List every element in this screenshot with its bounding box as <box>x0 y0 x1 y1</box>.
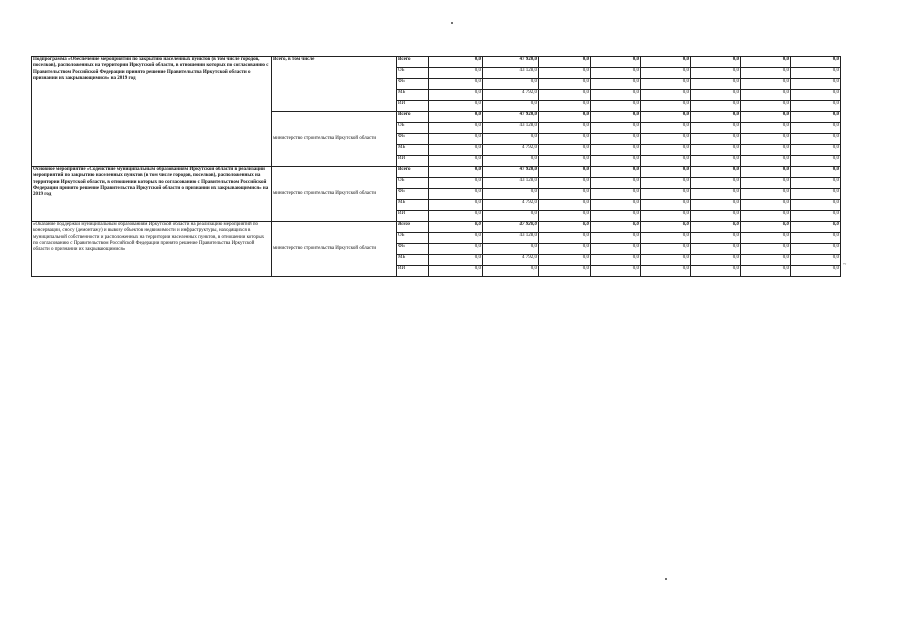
amount-cell: 0,0 <box>691 79 741 90</box>
amount-cell: 0,0 <box>429 255 483 266</box>
amount-cell: 0,0 <box>741 255 791 266</box>
amount-cell: 0,0 <box>741 57 791 68</box>
amount-cell: 0,0 <box>429 145 483 156</box>
budget-table <box>31 56 841 277</box>
amount-cell: 0,0 <box>791 211 841 222</box>
amount-cell: 0,0 <box>791 189 841 200</box>
amount-cell: 0,0 <box>791 156 841 167</box>
table-row <box>32 222 841 233</box>
amount-cell: 0,0 <box>791 178 841 189</box>
amount-cell: 0,0 <box>429 79 483 90</box>
amount-cell: 0,0 <box>691 123 741 134</box>
amount-cell: 0,0 <box>741 211 791 222</box>
amount-cell: 47 920,0 <box>483 222 539 233</box>
funding-source: ИИ <box>397 156 429 167</box>
amount-cell: 0,0 <box>641 123 691 134</box>
amount-cell: 0,0 <box>539 178 591 189</box>
scan-speck <box>451 22 453 24</box>
amount-cell: 0,0 <box>429 211 483 222</box>
amount-cell: 0,0 <box>691 178 741 189</box>
amount-cell: 0,0 <box>483 211 539 222</box>
amount-cell: 0,0 <box>691 255 741 266</box>
amount-cell: 0,0 <box>741 134 791 145</box>
amount-cell: 0,0 <box>741 167 791 178</box>
table-body <box>32 57 841 277</box>
amount-cell: 0,0 <box>591 156 641 167</box>
amount-cell: 0,0 <box>591 211 641 222</box>
amount-cell: 0,0 <box>429 112 483 123</box>
amount-cell: 0,0 <box>641 189 691 200</box>
amount-cell: 0,0 <box>641 167 691 178</box>
amount-cell: 47 920,0 <box>483 167 539 178</box>
amount-cell: 0,0 <box>591 145 641 156</box>
amount-cell: 0,0 <box>483 266 539 277</box>
amount-cell: 0,0 <box>539 167 591 178</box>
amount-cell: 0,0 <box>591 255 641 266</box>
amount-cell: 0,0 <box>641 211 691 222</box>
amount-cell: 0,0 <box>539 101 591 112</box>
amount-cell: 0,0 <box>641 255 691 266</box>
amount-cell: 0,0 <box>691 222 741 233</box>
amount-cell: 0,0 <box>539 112 591 123</box>
amount-cell: 0,0 <box>691 211 741 222</box>
funding-source: МБ <box>397 90 429 101</box>
amount-cell: 0,0 <box>691 189 741 200</box>
funding-source: ОБ <box>397 233 429 244</box>
amount-cell: 0,0 <box>691 244 741 255</box>
funding-source: Всего <box>397 222 429 233</box>
amount-cell: 0,0 <box>591 101 641 112</box>
amount-cell: 0,0 <box>791 255 841 266</box>
amount-cell: 0,0 <box>741 90 791 101</box>
funding-source: Всего <box>397 57 429 68</box>
amount-cell: 0,0 <box>429 189 483 200</box>
amount-cell: 0,0 <box>641 101 691 112</box>
amount-cell: 0,0 <box>539 134 591 145</box>
amount-cell: 47 920,0 <box>483 57 539 68</box>
funding-source: МБ <box>397 200 429 211</box>
amount-cell: 0,0 <box>591 266 641 277</box>
amount-cell: 0,0 <box>483 244 539 255</box>
amount-cell: 0,0 <box>539 266 591 277</box>
amount-cell: 0,0 <box>741 189 791 200</box>
amount-cell: 0,0 <box>591 200 641 211</box>
amount-cell: 0,0 <box>791 101 841 112</box>
amount-cell: 0,0 <box>791 233 841 244</box>
funding-source: МБ <box>397 255 429 266</box>
funding-source: Всего <box>397 112 429 123</box>
amount-cell: 0,0 <box>539 244 591 255</box>
amount-cell: 0,0 <box>591 68 641 79</box>
amount-cell: 4 792,0 <box>483 145 539 156</box>
amount-cell: 0,0 <box>641 233 691 244</box>
funding-source: ИИ <box>397 211 429 222</box>
amount-cell: 0,0 <box>591 233 641 244</box>
amount-cell: 0,0 <box>741 233 791 244</box>
amount-cell: 0,0 <box>429 134 483 145</box>
amount-cell: 0,0 <box>791 167 841 178</box>
amount-cell: 0,0 <box>539 57 591 68</box>
amount-cell: 0,0 <box>539 145 591 156</box>
amount-cell: 0,0 <box>539 255 591 266</box>
amount-cell: 0,0 <box>791 79 841 90</box>
amount-cell: 0,0 <box>791 266 841 277</box>
amount-cell: 0,0 <box>641 178 691 189</box>
funding-source: ОБ <box>397 123 429 134</box>
amount-cell: 0,0 <box>539 90 591 101</box>
amount-cell: 0,0 <box>591 79 641 90</box>
amount-cell: 4 792,0 <box>483 255 539 266</box>
amount-cell: 0,0 <box>539 189 591 200</box>
amount-cell: 0,0 <box>429 233 483 244</box>
amount-cell: 47 920,0 <box>483 112 539 123</box>
amount-cell: 0,0 <box>791 57 841 68</box>
amount-cell: 0,0 <box>539 156 591 167</box>
scan-speck <box>665 578 667 580</box>
amount-cell: 0,0 <box>641 68 691 79</box>
amount-cell: 0,0 <box>429 68 483 79</box>
amount-cell: 0,0 <box>641 79 691 90</box>
amount-cell: 0,0 <box>691 266 741 277</box>
responsible-executor: министерство строительства Иркутской области <box>272 222 397 277</box>
amount-cell: 0,0 <box>741 145 791 156</box>
amount-cell: 0,0 <box>691 112 741 123</box>
amount-cell: 0,0 <box>429 57 483 68</box>
amount-cell: 0,0 <box>641 90 691 101</box>
funding-source: ОБ <box>397 178 429 189</box>
amount-cell: 0,0 <box>741 244 791 255</box>
funding-source: ФБ <box>397 79 429 90</box>
amount-cell: 4 792,0 <box>483 90 539 101</box>
amount-cell: 0,0 <box>641 266 691 277</box>
amount-cell: 4 792,0 <box>483 200 539 211</box>
amount-cell: 0,0 <box>791 145 841 156</box>
amount-cell: 0,0 <box>641 244 691 255</box>
amount-cell: 0,0 <box>691 101 741 112</box>
amount-cell: 0,0 <box>741 101 791 112</box>
amount-cell: 0,0 <box>429 101 483 112</box>
funding-source: ФБ <box>397 244 429 255</box>
amount-cell: 0,0 <box>791 134 841 145</box>
amount-cell: 43 128,0 <box>483 178 539 189</box>
amount-cell: 0,0 <box>539 79 591 90</box>
responsible-executor: министерство строительства Иркутской области <box>272 167 397 222</box>
responsible-executor: министерство строительства Иркутской области <box>272 112 397 167</box>
amount-cell: 0,0 <box>539 68 591 79</box>
amount-cell: 0,0 <box>483 189 539 200</box>
amount-cell: 0,0 <box>641 200 691 211</box>
amount-cell: 0,0 <box>591 178 641 189</box>
amount-cell: 0,0 <box>741 123 791 134</box>
amount-cell: 0,0 <box>429 90 483 101</box>
measure-description: Подпрограмма «Обеспечение мероприятий по закрытию населенных пунктов (в том числе городов, поселков), расположенных на территории Иркутской области, в отношении которых по согласованию с Правительством Российской Федерации принято решение Правительства Иркутской области о признании их закрывающимися» на 2019 год <box>32 57 272 167</box>
amount-cell: 0,0 <box>539 233 591 244</box>
amount-cell: 0,0 <box>791 68 841 79</box>
amount-cell: 0,0 <box>691 57 741 68</box>
amount-cell: 0,0 <box>591 189 641 200</box>
table-row <box>32 167 841 178</box>
amount-cell: 0,0 <box>641 57 691 68</box>
amount-cell: 0,0 <box>429 222 483 233</box>
amount-cell: 0,0 <box>741 68 791 79</box>
funding-source: ФБ <box>397 189 429 200</box>
amount-cell: 43 128,0 <box>483 123 539 134</box>
amount-cell: 0,0 <box>791 90 841 101</box>
amount-cell: 0,0 <box>791 123 841 134</box>
amount-cell: 0,0 <box>641 222 691 233</box>
amount-cell: 0,0 <box>691 134 741 145</box>
amount-cell: 0,0 <box>429 167 483 178</box>
amount-cell: 0,0 <box>591 90 641 101</box>
amount-cell: 0,0 <box>641 156 691 167</box>
amount-cell: 0,0 <box>641 134 691 145</box>
amount-cell: 0,0 <box>483 156 539 167</box>
amount-cell: 0,0 <box>691 68 741 79</box>
amount-cell: 0,0 <box>483 79 539 90</box>
amount-cell: 0,0 <box>641 112 691 123</box>
amount-cell: 0,0 <box>429 200 483 211</box>
table-row <box>32 57 841 68</box>
amount-cell: 0,0 <box>691 90 741 101</box>
amount-cell: 0,0 <box>791 112 841 123</box>
amount-cell: 0,0 <box>591 134 641 145</box>
measure-description: «Оказание поддержки муниципальным образованиям Иркутской области на реализацию мероприятий по консервации, сносу (демонтажу) и вывозу объектов недвижимости и инфраструктуры, находящихся в муниципальной собственности и расположенных на территории населенных пунктов, в отношении которых по согласованию с Правительством Российской Федерации принято решение Правительства Иркутской области о признании их закрывающимися» <box>32 222 272 277</box>
amount-cell: 0,0 <box>741 79 791 90</box>
amount-cell: 0,0 <box>741 222 791 233</box>
amount-cell: 0,0 <box>591 57 641 68</box>
amount-cell: 43 128,0 <box>483 68 539 79</box>
amount-cell: 0,0 <box>429 244 483 255</box>
amount-cell: 0,0 <box>429 266 483 277</box>
amount-cell: 0,0 <box>791 200 841 211</box>
funding-source: ОБ <box>397 68 429 79</box>
measure-description: Основное мероприятие «Содействие муниципальным образованиям Иркутской области в реализации мероприятий по закрытию населенных пунктов (в том числе городов, поселков), расположенных на территории Иркутской области, в отношении которых по согласованию с Правительством Российской Федерации принято решение Правительства Иркутской области о признании их закрывающимися» на 2019 год <box>32 167 272 222</box>
funding-source: ИИ <box>397 101 429 112</box>
amount-cell: 0,0 <box>741 266 791 277</box>
amount-cell: 0,0 <box>539 123 591 134</box>
amount-cell: 0,0 <box>791 244 841 255</box>
funding-source: ФБ <box>397 134 429 145</box>
responsible-executor: Всего, в том числе <box>272 57 397 112</box>
amount-cell: 0,0 <box>591 123 641 134</box>
amount-cell: 0,0 <box>691 233 741 244</box>
amount-cell: 0,0 <box>591 167 641 178</box>
funding-source: ИИ <box>397 266 429 277</box>
amount-cell: 0,0 <box>591 244 641 255</box>
amount-cell: 0,0 <box>691 145 741 156</box>
amount-cell: 0,0 <box>741 156 791 167</box>
amount-cell: 0,0 <box>791 222 841 233</box>
amount-cell: 0,0 <box>483 101 539 112</box>
amount-cell: 0,0 <box>591 112 641 123</box>
amount-cell: 0,0 <box>483 134 539 145</box>
amount-cell: 0,0 <box>429 178 483 189</box>
table-end-mark: ~ <box>843 262 847 268</box>
amount-cell: 43 128,0 <box>483 233 539 244</box>
amount-cell: 0,0 <box>691 156 741 167</box>
amount-cell: 0,0 <box>429 123 483 134</box>
amount-cell: 0,0 <box>641 145 691 156</box>
funding-source: Всего <box>397 167 429 178</box>
amount-cell: 0,0 <box>691 167 741 178</box>
amount-cell: 0,0 <box>691 200 741 211</box>
amount-cell: 0,0 <box>741 112 791 123</box>
amount-cell: 0,0 <box>591 222 641 233</box>
amount-cell: 0,0 <box>539 211 591 222</box>
funding-source: МБ <box>397 145 429 156</box>
amount-cell: 0,0 <box>741 200 791 211</box>
amount-cell: 0,0 <box>539 222 591 233</box>
amount-cell: 0,0 <box>429 156 483 167</box>
amount-cell: 0,0 <box>741 178 791 189</box>
amount-cell: 0,0 <box>539 200 591 211</box>
